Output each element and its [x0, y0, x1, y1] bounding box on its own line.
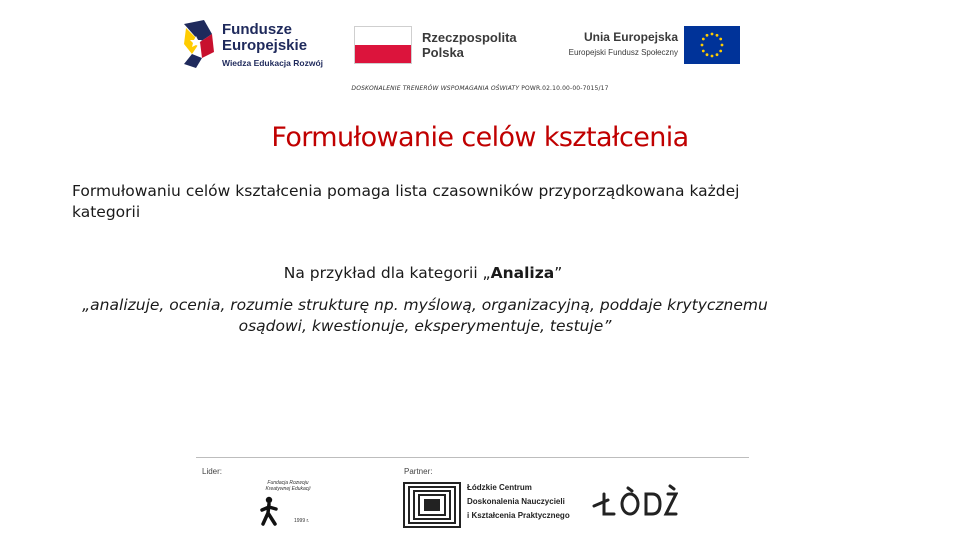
rzeczpospolita-polska-logo	[354, 26, 524, 66]
partner-label: Partner:	[404, 467, 433, 476]
fundusze-star-icon	[182, 18, 216, 70]
fundusze-line1: Fundusze	[222, 21, 292, 38]
walking-figure-icon	[260, 496, 284, 526]
project-name: DOSKONALENIE TRENERÓW WSPOMAGANIA OŚWIATY	[351, 85, 520, 92]
rzeczpospolita-text	[422, 30, 517, 60]
ue-line1: Unia Europejska	[583, 30, 678, 44]
fundusze-line2: Europejskie	[222, 37, 308, 54]
lcdn-line3: i Kształcenia Praktycznego	[467, 511, 570, 520]
ue-text	[569, 30, 678, 59]
fundusze-tagline: Wiedza Edukacja Rozwój	[222, 58, 323, 68]
frk-text: Fundacja Rozwoju Kreatywnej Edukacji	[265, 480, 311, 492]
example-category: Analiza	[490, 264, 555, 282]
lcdn-line2: Doskonalenia Nauczycieli	[467, 497, 565, 506]
intro-paragraph: Formułowaniu celów kształcenia pomaga lista czasowników przyporządkowana każdej kategorii	[72, 182, 740, 221]
fundusze-text	[222, 22, 323, 68]
example-prefix: Na przykład dla kategorii „	[283, 264, 491, 282]
lcdn-text	[467, 481, 570, 523]
example-line	[0, 264, 846, 282]
project-code: POWR.02.10.00-00-7015/17	[521, 85, 609, 92]
verbs-list: „analizuje, ocenia, rozumie strukturę np. myślową, organizacyjną, poddaje krytycznemu osądowi, kwestionuje, eksperymentuje, testuje”	[82, 296, 768, 335]
lider-label: Lider:	[202, 467, 223, 476]
slide-title: Formułowanie celów kształcenia	[271, 122, 689, 153]
eu-flag-icon	[684, 26, 740, 64]
ue-line2: Europejski Fundusz Społeczny	[568, 48, 678, 57]
polish-flag-icon	[354, 26, 412, 64]
frk-year: 1999 r.	[294, 518, 310, 524]
lcdn-square-icon	[403, 482, 461, 528]
footer-divider	[196, 457, 749, 458]
frk-logo	[256, 478, 316, 528]
rzeczpospolita-line2: Polska	[422, 45, 464, 60]
unia-europejska-logo	[548, 26, 740, 66]
lcdn-line1: Łódzkie Centrum	[467, 483, 532, 492]
project-line	[0, 85, 960, 92]
example-suffix: ”	[554, 264, 563, 282]
lodz-logo-icon	[588, 484, 678, 524]
fundusze-europejskie-logo	[182, 18, 332, 70]
lcdn-logo	[403, 480, 570, 530]
rzeczpospolita-line1: Rzeczpospolita	[422, 30, 517, 45]
